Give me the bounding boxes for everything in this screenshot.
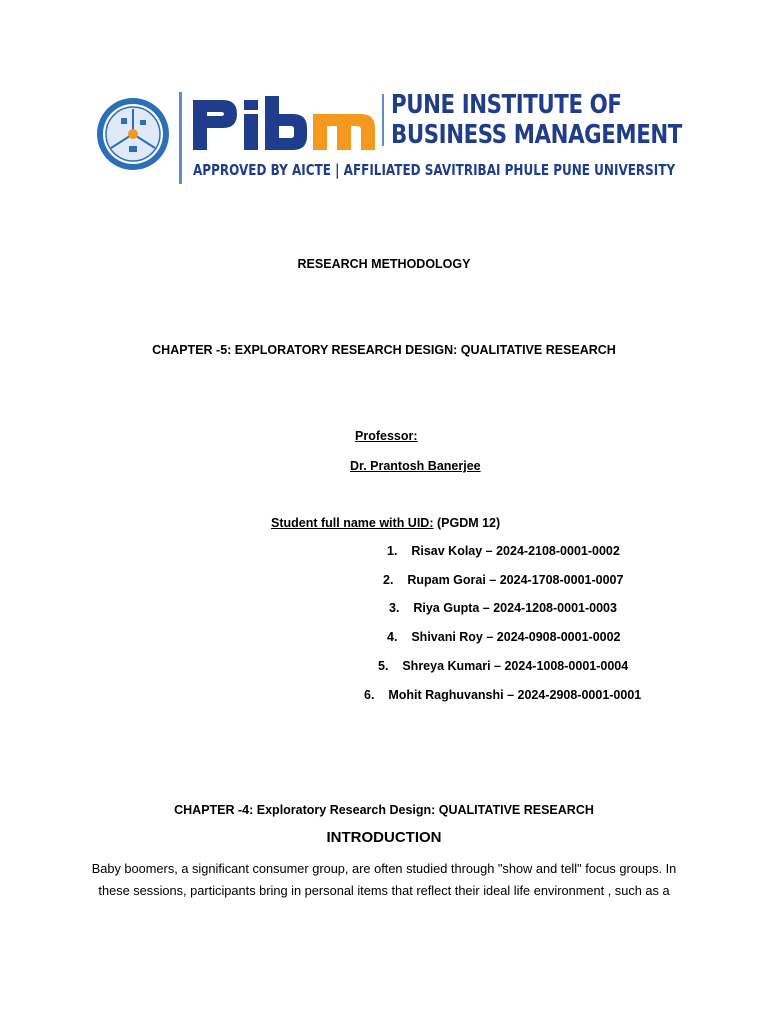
professor-name: Dr. Prantosh Banerjee [350,459,481,473]
student-entry: Mohit Raghuvanshi – 2024-2908-0001-0001 [388,688,642,702]
student-item [387,629,621,645]
student-entry: Rupam Gorai – 2024-1708-0001-0007 [407,573,624,587]
pibm-wordmark-logo [189,92,379,156]
institute-seal-icon [95,96,171,172]
student-number: 3. [389,601,400,615]
institute-name-line2: BUSINESS MANAGEMENT [391,120,682,150]
student-item [364,687,641,703]
institute-logo-banner [95,88,682,188]
approval-text: APPROVED BY AICTE | AFFILIATED SAVITRIBAI PHULE PUNE UNIVERSITY [193,161,676,179]
student-item [383,572,623,588]
intro-paragraph-line: these sessions, participants bring in personal items that reflect their ideal life environment , such as a [98,883,670,898]
student-number: 2. [383,573,394,587]
institute-name-line1: PUNE INSTITUTE OF [391,90,622,120]
student-number: 4. [387,630,398,644]
institute-name [391,90,682,150]
student-entry: Shreya Kumari – 2024-1008-0001-0004 [402,659,629,673]
section-chapter-title: CHAPTER -4: Exploratory Research Design: QUALITATIVE RESEARCH [174,803,594,817]
intro-paragraph [80,858,688,902]
students-heading [271,515,500,531]
student-entry: Risav Kolay – 2024-2108-0001-0002 [411,544,620,558]
student-number: 6. [364,688,375,702]
student-item [387,543,620,559]
logo-divider [179,92,182,184]
logo-divider-secondary [382,94,384,146]
student-entry: Shivani Roy – 2024-0908-0001-0002 [411,630,621,644]
program-label: (PGDM 12) [433,516,501,530]
student-number: 5. [378,659,389,673]
student-item [389,600,617,616]
students-label: Student full name with UID: [271,516,434,530]
professor-label: Professor: [355,429,418,443]
student-number: 1. [387,544,398,558]
student-entry: Riya Gupta – 2024-1208-0001-0003 [413,601,617,615]
student-item [378,658,628,674]
course-title: RESEARCH METHODOLOGY [297,257,471,271]
chapter-title: CHAPTER -5: EXPLORATORY RESEARCH DESIGN: QUALITATIVE RESEARCH [152,343,616,357]
section-heading: INTRODUCTION [326,829,442,846]
intro-paragraph-line: Baby boomers, a significant consumer group, are often studied through "show and tell" focus groups. In [91,861,677,876]
